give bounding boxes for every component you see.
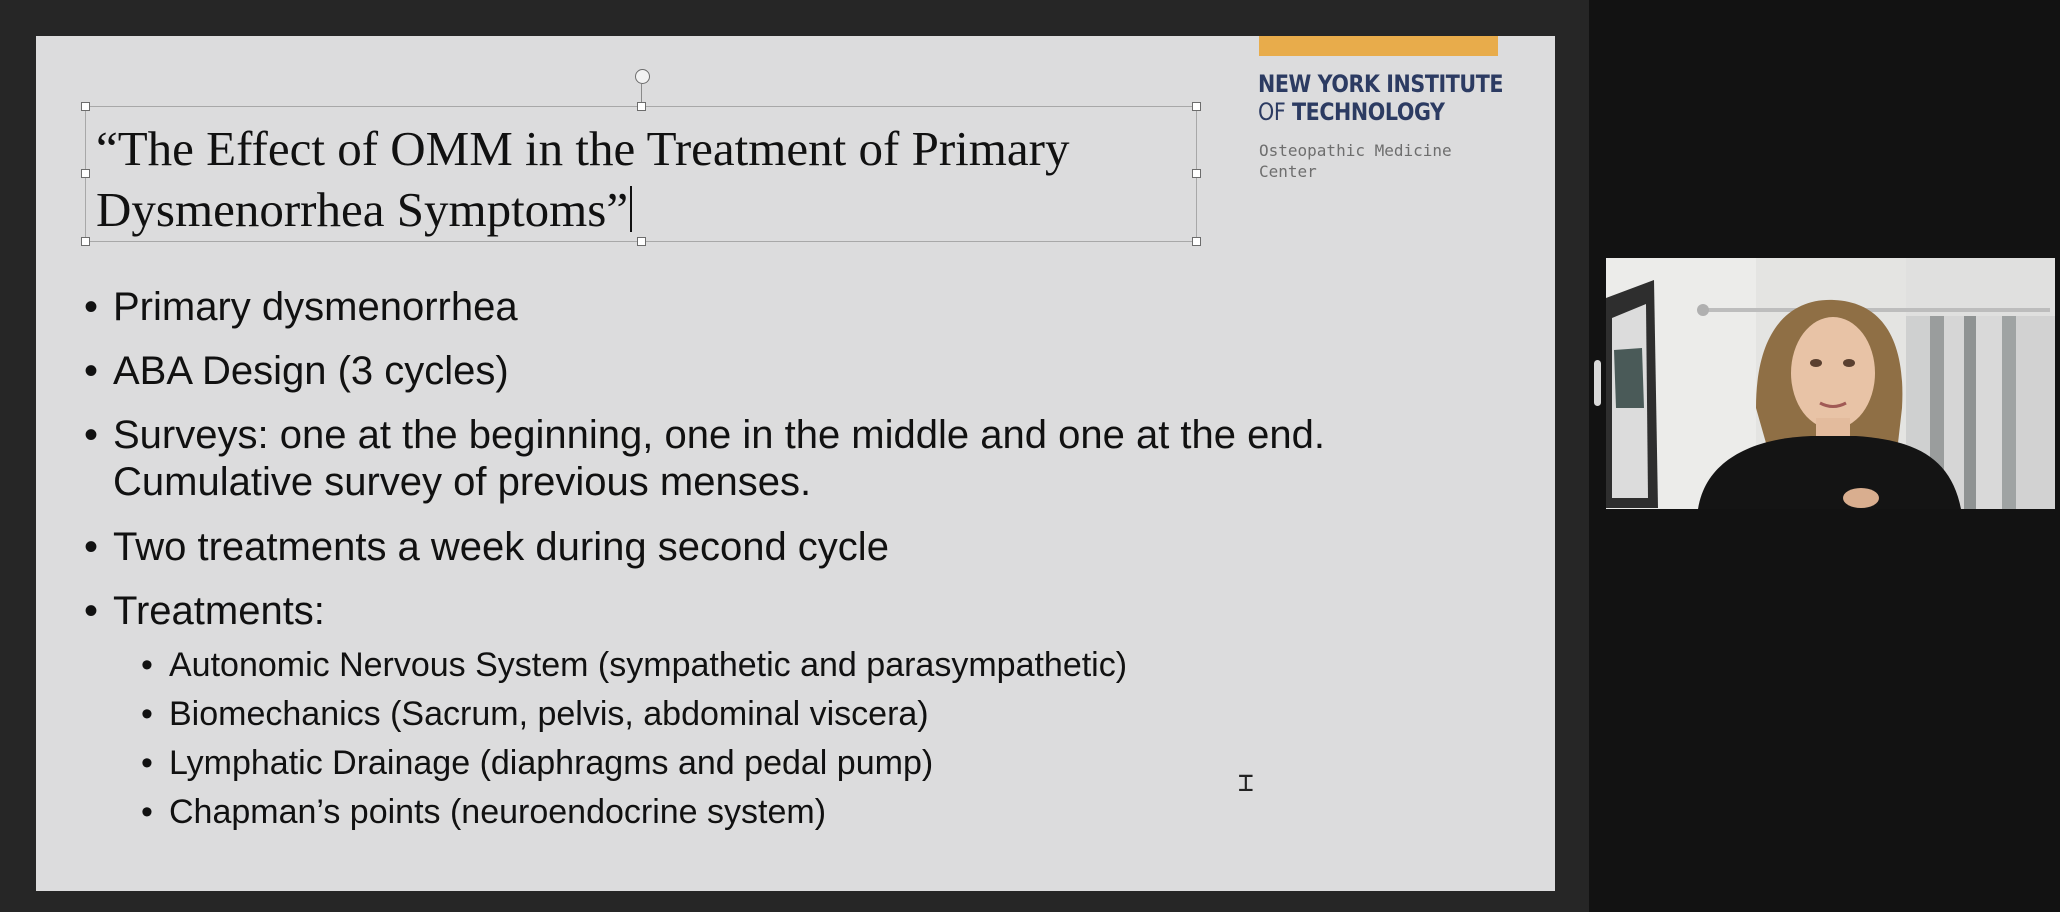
logo-line-2-main: TECHNOLOGY: [1292, 98, 1445, 126]
text-caret: [630, 186, 632, 232]
logo-accent-bar: [1259, 36, 1498, 56]
bullet-item[interactable]: • Two treatments a week during second cycle: [84, 524, 1524, 570]
logo-subtitle: Osteopathic Medicine Center: [1259, 141, 1452, 181]
participant-video: [1606, 258, 2055, 509]
logo-line-2: [1258, 98, 1445, 126]
resize-handle-top[interactable]: [637, 102, 646, 111]
logo-line-1: NEW YORK INSTITUTE: [1258, 70, 1504, 98]
sub-bullet-item[interactable]: • Lymphatic Drainage (diaphragms and pedal pump): [141, 742, 1524, 784]
panel-resize-handle[interactable]: [1594, 360, 1601, 406]
bullet-item-text[interactable]: Treatments:: [113, 589, 325, 633]
bullet-item[interactable]: [84, 412, 1524, 506]
slide-title[interactable]: [96, 118, 1196, 240]
resize-handle-top-left[interactable]: [81, 102, 90, 111]
sub-bullet-list[interactable]: [141, 644, 1524, 833]
sub-bullet-item[interactable]: • Biomechanics (Sacrum, pelvis, abdominal viscera): [141, 693, 1524, 735]
bullet-item-treatments[interactable]: [84, 588, 1524, 833]
bullet-item-text[interactable]: Surveys: one at the beginning, one in the middle and one at the end. Cumulative survey of previous menses.: [113, 413, 1325, 504]
bullet-item[interactable]: • ABA Design (3 cycles): [84, 348, 1524, 394]
slide-canvas[interactable]: [36, 36, 1555, 891]
rotate-handle-icon[interactable]: [635, 69, 650, 84]
resize-handle-left[interactable]: [81, 169, 90, 178]
rotate-handle-stem: [641, 84, 642, 102]
bullet-item[interactable]: • Primary dysmenorrhea: [84, 284, 1524, 330]
sub-bullet-item[interactable]: • Chapman’s points (neuroendocrine system): [141, 791, 1524, 833]
resize-handle-top-right[interactable]: [1192, 102, 1201, 111]
participant-video-tile[interactable]: [1606, 258, 2055, 509]
sub-bullet-item[interactable]: • Autonomic Nervous System (sympathetic and parasympathetic): [141, 644, 1524, 686]
ibeam-icon: ⌶: [1238, 768, 1254, 798]
slide-title-text[interactable]: “The Effect of OMM in the Treatment of Primary Dysmenorrhea Symptoms”: [96, 121, 1070, 237]
bullet-list[interactable]: [84, 284, 1524, 840]
logo-line-2-prefix: OF: [1258, 98, 1286, 126]
resize-handle-bottom-left[interactable]: [81, 237, 90, 246]
